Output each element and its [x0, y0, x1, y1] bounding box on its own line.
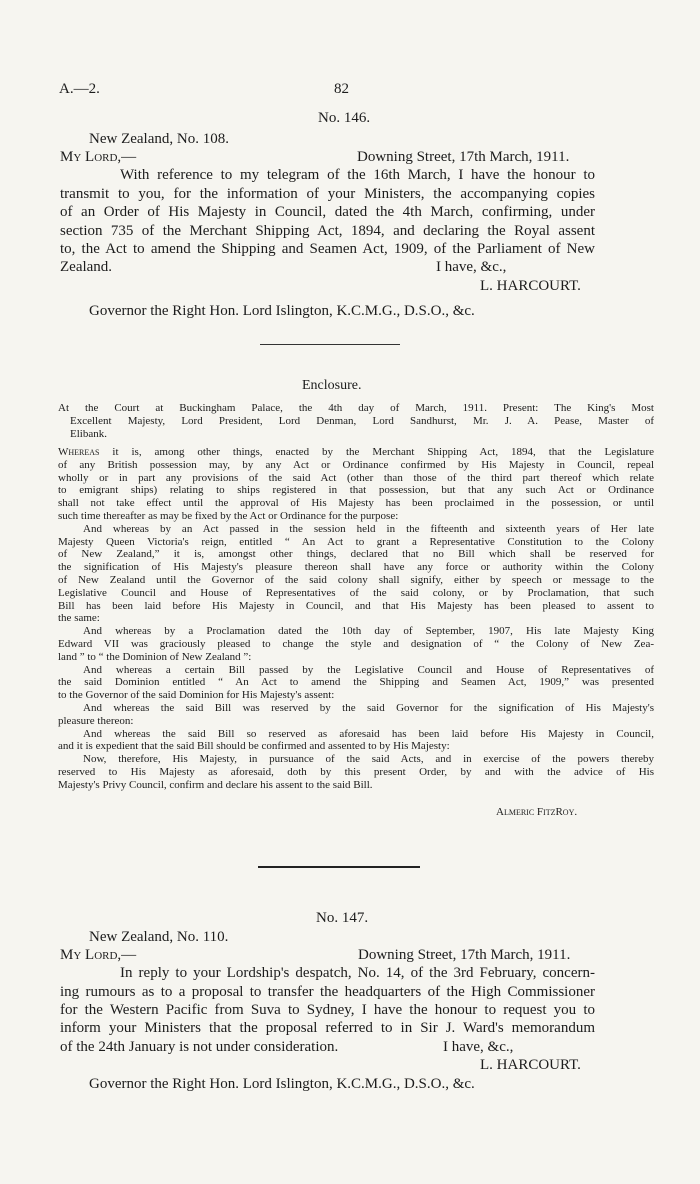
order-line: the said Dominion entitled “ An Act to amend the Shipping and Seamen Act, 1909,” was presented — [58, 676, 654, 689]
body-line: of an Order of His Majesty in Council, dated the 4th March, confirming, under — [60, 204, 595, 220]
section-divider — [258, 866, 420, 868]
order-line: Majesty's Privy Council, confirm and declare his assent to the said Bill. — [58, 778, 373, 791]
closing: I have, &c., — [436, 259, 507, 275]
recipient: Governor the Right Hon. Lord Islington, K.C.M.G., D.S.O., &c. — [89, 303, 475, 319]
order-line: land ” to “ the Dominion of New Zealand ”: — [58, 650, 252, 663]
order-line: Majesty Queen Victoria's reign, entitled “ An Act to grant a Representative Constitution to the Colony — [58, 535, 654, 548]
order-line: of New Zealand until the Governor of the said colony shall signify, either by speech or message to the — [58, 573, 654, 586]
body-line: for the Western Pacific from Suva to Sydney, I have the honour to request you to — [60, 1002, 595, 1018]
order-line: And whereas the said Bill was reserved by the said Governor for the signification of His Majesty's — [83, 701, 654, 714]
order-line: And whereas the said Bill so reserved as aforesaid has been laid before His Majesty in Council, — [83, 727, 654, 740]
addressee: New Zealand, No. 110. — [89, 929, 229, 945]
order-line: of New Zealand,” it is, amongst other things, declared that no Bill which shall be reserved for — [58, 548, 654, 561]
body-line: transmit to you, for the information of your Ministers, the accompanying copies — [60, 186, 595, 202]
despatch-number: No. 147. — [316, 910, 369, 926]
court-line: Elibank. — [70, 427, 107, 440]
page-number: 82 — [334, 81, 349, 97]
order-line: to the Governor of the said Dominion for His Majesty's assent: — [58, 689, 335, 702]
recipient: Governor the Right Hon. Lord Islington, K.C.M.G., D.S.O., &c. — [89, 1076, 475, 1092]
location-date: Downing Street, 17th March, 1911. — [358, 947, 571, 963]
order-line: and it is expedient that the said Bill should be confirmed and assented to by His Majesty: — [58, 740, 450, 753]
order-line: Edward VII was graciously pleased to change the style and designation of “ the Colony of New Zea- — [58, 637, 654, 650]
order-line: Bill has been laid before His Majesty in Council, and that His Majesty has been pleased to assent to — [58, 599, 654, 612]
signature: L. HARCOURT. — [480, 1057, 581, 1073]
order-line: to emigrant ships) relating to ships registered in that possession, but that any such Act or Ordinance — [58, 484, 654, 497]
order-line: And whereas a certain Bill passed by the Legislative Council and House of Representatives of — [83, 663, 654, 676]
signature: L. HARCOURT. — [480, 278, 581, 294]
despatch-number: No. 146. — [318, 110, 371, 126]
court-line: Excellent Majesty, Lord President, Lord Denman, Lord Sandhurst, Mr. J. A. Pease, Master of — [70, 414, 654, 427]
order-line: And whereas by an Act passed in the session held in the fifteenth and sixteenth years of Her late — [83, 522, 654, 535]
order-line: wholly or in part any provisions of the said Act (other than those of the third part thereof which relate — [58, 471, 654, 484]
enclosure-heading: Enclosure. — [302, 378, 362, 393]
order-line: Now, therefore, His Majesty, in pursuance of the said Acts, and in exercise of the powers thereby — [83, 753, 654, 766]
order-line: reserved to His Majesty as aforesaid, doth by this present Order, by and with the advice of His — [58, 765, 654, 778]
signatory: Almeric FitzRoy. — [496, 806, 578, 818]
order-line: shall not take effect until the approval of His Majesty has been proclaimed in the possession, or until — [58, 497, 654, 510]
order-line: pleasure thereon: — [58, 714, 134, 727]
order-line: the signification of His Majesty's pleasure thereon shall have any force or authority within the Colony — [58, 561, 654, 574]
location-date: Downing Street, 17th March, 1911. — [357, 149, 570, 165]
page-reference: A.—2. — [59, 81, 100, 97]
body-line: Zealand. — [60, 259, 113, 275]
body-line: inform your Ministers that the proposal referred to in Sir J. Ward's memorandum — [60, 1020, 595, 1036]
court-line: At the Court at Buckingham Palace, the 4th day of March, 1911. Present: The King's Most — [58, 402, 654, 414]
body-line: of the 24th January is not under consideration. — [60, 1039, 339, 1055]
body-line: to, the Act to amend the Shipping and Seamen Act, 1909, of the Parliament of New — [60, 241, 595, 257]
order-line: such time thereafter as may be fixed by the Act or Ordinance for the purpose: — [58, 509, 399, 522]
order-line: Legislative Council and House of Representatives of the said colony, or by Proclamation, that such — [58, 586, 654, 599]
body-line: section 735 of the Merchant Shipping Act, 1894, and declaring the Royal assent — [60, 223, 595, 239]
order-line: And whereas by a Proclamation dated the 10th day of September, 1907, His late Majesty King — [83, 625, 654, 638]
order-line: the same: — [58, 612, 100, 625]
salutation: My Lord,— — [60, 149, 137, 165]
whereas-word: Whereas — [58, 446, 100, 458]
section-divider — [260, 344, 400, 345]
closing: I have, &c., — [443, 1039, 514, 1055]
order-line: of any British possession may, by any Act or Ordinance confirmed by His Majesty in Council, repeal — [58, 458, 654, 471]
order-line: Whereas it is, among other things, enacted by the Merchant Shipping Act, 1894, that the Legislature — [58, 446, 654, 458]
court-header — [58, 402, 654, 440]
body-line: In reply to your Lordship's despatch, No. 14, of the 3rd February, concern- — [120, 965, 595, 981]
body-line: With reference to my telegram of the 16th March, I have the honour to — [120, 167, 595, 183]
order-body — [58, 446, 654, 792]
body-line: ing rumours as to a proposal to transfer the headquarters of the High Commissioner — [60, 984, 595, 1000]
addressee: New Zealand, No. 108. — [89, 131, 229, 147]
salutation: My Lord,— — [60, 947, 137, 963]
